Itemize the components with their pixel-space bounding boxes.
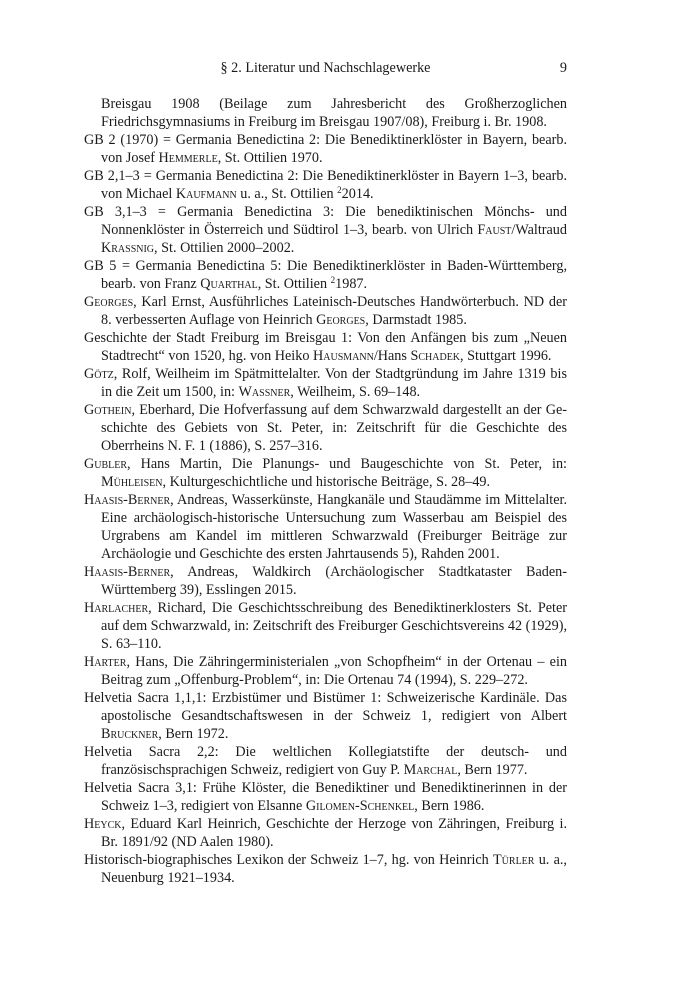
bibliography-entry [84, 599, 567, 653]
author-name: Schadek [410, 348, 461, 364]
bibliography-entry [84, 293, 567, 329]
entry-text: /Hans [373, 348, 411, 364]
bibliography-entry [84, 365, 567, 401]
entry-text: , Bern 1972. [158, 726, 229, 742]
author-name: Heyck [84, 816, 122, 832]
bibliography-entry [84, 815, 567, 851]
entry-text: GB 3,1–3 = Germania Benedictina 3: Die benediktinischen Mönchs- und Nonnenklöster in Österreich und Südtirol 1–3, bearb. von Ulrich [84, 204, 567, 238]
entry-text: , St. Ottilien [257, 276, 331, 292]
bibliography-entry [84, 131, 567, 167]
bibliography-entry [84, 779, 567, 815]
entry-text: /Waltraud [511, 222, 567, 238]
entry-text: , Weilheim, S. 69–148. [290, 384, 421, 400]
bibliography-entry [84, 203, 567, 257]
author-name: Harlacher [84, 600, 149, 616]
entry-text: GB 5 = Germania Benedictina 5: Die Benediktinerklöster in Baden-Württemberg, bearb. von Franz [84, 258, 567, 292]
bibliography-entry [84, 401, 567, 455]
entry-text: , St. Ottilien 2000–2002. [154, 240, 295, 256]
author-name: Faust [477, 222, 512, 238]
author-name: Georges [316, 312, 366, 328]
entry-text: , Eduard Karl Heinrich, Geschichte der Herzoge von Zähringen, Freiburg i. Br. 1891/92 (ND Aalen 1980). [101, 816, 567, 850]
entry-text: Breisgau 1908 (Beilage zum Jahresbericht des Großherzoglichen Friedrichsgymnasiums in Freiburg im Breisgau 1907/08), Freiburg i. Br. 1908. [101, 96, 567, 130]
entry-text: Geschichte der Stadt Freiburg im Breisgau 1: Von den Anfängen bis zum „Neuen Stadtrecht“ von 1520, hg. von Heiko [84, 330, 567, 364]
bibliography-entry [84, 689, 567, 743]
author-name: Haasis-Berner [84, 492, 171, 508]
entry-text: , St. Ottilien 1970. [217, 150, 323, 166]
author-name: Gubler [84, 456, 128, 472]
bibliography-entry [84, 563, 567, 599]
bibliography-entry [84, 455, 567, 491]
entry-text: , Karl Ernst, Ausführliches Lateinisch-Deutsches Handwörterbuch. ND der 8. verbesserten Auflage von Heinrich [101, 294, 567, 328]
entry-text: , Stuttgart 1996. [460, 348, 552, 364]
author-name: Türler [493, 852, 535, 868]
entry-text: , Rolf, Weilheim im Spätmittelalter. Von der Stadtgründung im Jahre 1319 bis in die Zeit um 1500, in: [101, 366, 567, 400]
edition-superscript: 2 [330, 275, 336, 285]
entry-text: , Darmstadt 1985. [365, 312, 467, 328]
entry-text: 1987. [335, 276, 368, 292]
entry-text: GB 2 (1970) = Germania Benedictina 2: Die Benediktinerklöster in Bayern, bearb. von Josef [84, 132, 567, 166]
entry-text: , Bern 1986. [414, 798, 485, 814]
entry-text: Helvetia Sacra 2,2: Die weltlichen Kollegiatstifte der deutsch- und französischsprachigen Schweiz, redigiert von Guy P. [84, 744, 567, 778]
author-name: Bruckner [101, 726, 159, 742]
entry-text: Historisch-biographisches Lexikon der Schweiz 1–7, hg. von Heinrich [84, 852, 494, 868]
bibliography-entry [84, 743, 567, 779]
entry-text: , Bern 1977. [457, 762, 528, 778]
bibliography-entry [84, 95, 567, 131]
entry-text: u. a., St. Ottilien [236, 186, 338, 202]
running-head [84, 60, 567, 80]
entry-text: 2014. [341, 186, 374, 202]
running-head-title: § 2. Literatur und Nachschlagewerke [220, 60, 431, 76]
author-name: Gilomen-Schenkel [305, 798, 415, 814]
author-name: Mühleisen [101, 474, 163, 490]
entry-text: , Kulturgeschichtliche und historische Beiträge, S. 28–49. [162, 474, 491, 490]
entry-text: Helvetia Sacra 3,1: Frühe Klöster, die Benediktiner und Benediktinerinnen in der Schweiz 1–3, redigiert von Elsanne [84, 780, 567, 814]
author-name: Götz [84, 366, 114, 382]
entry-text: , Hans Martin, Die Planungs- und Baugeschichte von St. Peter, in: [127, 456, 567, 472]
edition-superscript: 2 [337, 185, 342, 195]
entry-text: , Richard, Die Geschichtsschreibung des Benediktinerklosters St. Peter auf dem Schwarzwald, in: Zeitschrift des Freiburger Geschichtsvereins 42 (1929), S. 63–110. [101, 600, 567, 652]
entry-text: , Hans, Die Zähringerministerialen „von Schopfheim“ in der Ortenau – ein Beitrag zum „Offenburg-Problem“, in: Die Ortenau 74 (1994), S. 229–272. [101, 654, 567, 688]
author-name: Harter [84, 654, 127, 670]
bibliography-entry [84, 257, 567, 293]
author-name: Marchal [403, 762, 458, 778]
author-name: Wassner [238, 384, 291, 400]
bibliography-entry [84, 491, 567, 563]
bibliography-list [84, 95, 567, 887]
author-name: Hemmerle [158, 150, 218, 166]
entry-text: , Eberhard, Die Hofverfassung auf dem Schwarzwald dargestellt an der Geschichte des Gebiets von St. Peter, in: Zeitschrift für die Geschichte des Oberrheins N. F. 1 (1886), S. 257–316. [101, 402, 567, 454]
entry-text: , Andreas, Waldkirch (Archäologischer Stadtkataster Baden-Württemberg 39), Esslingen 2015. [101, 564, 567, 598]
bibliography-entry [84, 653, 567, 689]
bibliography-entry [84, 167, 567, 203]
bibliography-entry [84, 851, 567, 887]
author-name: Georges [84, 294, 134, 310]
author-name: Gothein [84, 402, 132, 418]
entry-text: GB 2,1–3 = Germania Benedictina 2: Die Benediktinerklöster in Bayern 1–3, bearb. von Michael [84, 168, 567, 202]
entry-text: Helvetia Sacra 1,1,1: Erzbistümer und Bistümer 1: Schweizerische Kardinäle. Das apostolische Gesandtschaftswesen in der Schweiz 1, redigiert von Albert [84, 690, 567, 724]
author-name: Kaufmann [175, 186, 237, 202]
bibliography-entry [84, 329, 567, 365]
page-number: 9 [559, 60, 567, 76]
author-name: Krassnig [101, 240, 155, 256]
entry-text: u. a., Neuenburg 1921–1934. [101, 852, 567, 886]
author-name: Hausmann [313, 348, 374, 364]
entry-text: , Andreas, Wasserkünste, Hangkanäle und Staudämme im Mittelalter. Eine archäologisch-historische Untersuchung zum Wasserbau am Beispiel des Urgrabens am Kandel im mittleren Schwarzwald (Freiburger Beiträge zur Archäologie und Geschichte des ersten Jahrtausends 5), Rahden 2001. [101, 492, 567, 562]
author-name: Quarthal [200, 276, 258, 292]
author-name: Haasis-Berner [84, 564, 171, 580]
